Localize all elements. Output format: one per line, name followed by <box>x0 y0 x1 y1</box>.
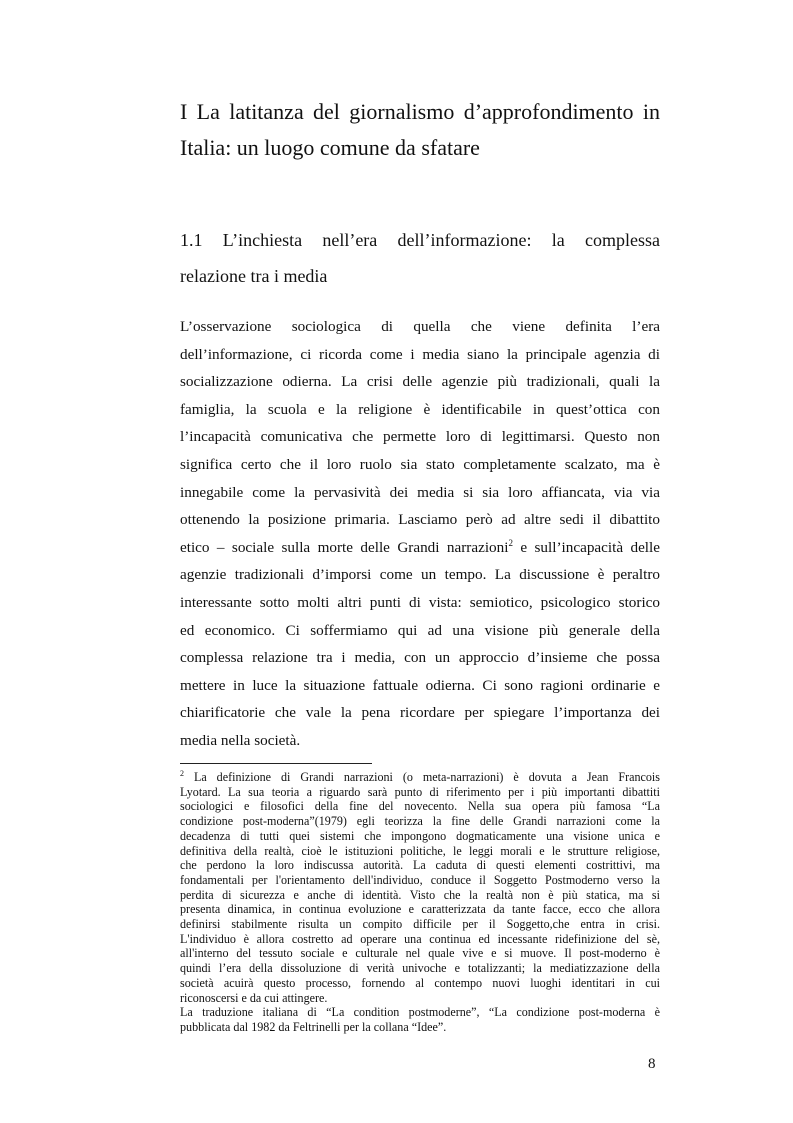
footnote-marker: 2 <box>180 769 184 778</box>
body-line: famiglia, la scuola e la religione è identificabile in quest’ottica con <box>180 400 660 418</box>
footnote-line: condizione post-moderna”(1979) egli teorizza la fine delle Grandi narrazioni come la <box>180 814 660 829</box>
section-title <box>180 222 660 294</box>
footnote-line: perdita di sicurezza e anche di identità. Visto che la realtà non è più statica, ma si <box>180 887 660 902</box>
footnote-line: riconoscersi e da cui attingere. <box>180 990 328 1005</box>
footnote-line: sociologici e filosofici della fine del novecento. Nella sua opera più famosa “La <box>180 799 660 814</box>
body-line: media nella società. <box>180 731 301 749</box>
footnote-separator <box>180 763 372 764</box>
page-number: 8 <box>648 1056 656 1072</box>
section-title-line: 1.1 L’inchiesta nell’era dell’informazione: la complessa <box>180 230 660 250</box>
body-line: mettere in luce la situazione fattuale odierna. Ci sono ragioni ordinarie e <box>180 676 660 694</box>
body-line: innegabile come la pervasività dei media si sia loro affiancata, via via <box>180 483 660 501</box>
body-line: l’incapacità comunicativa che permette loro di legittimarsi. Questo non <box>180 428 660 446</box>
body-paragraph <box>180 313 660 755</box>
body-line: ed economico. Ci soffermiamo qui ad una visione più generale della <box>180 621 660 639</box>
body-line-tail: e sull’incapacità delle <box>512 538 660 556</box>
chapter-title <box>180 94 660 166</box>
body-line: agenzie tradizionali d’imporsi come un tempo. La discussione è peraltro <box>180 566 660 584</box>
footnote-line: $^2$ La definizione di Grandi narrazioni (o meta-narrazioni) è dovuta a Jean Francois <box>180 769 660 784</box>
footnote <box>180 770 660 1035</box>
footnote-line: pubblicata dal 1982 da Feltrinelli per la collana “Idee”. <box>180 1019 447 1034</box>
chapter-title-line: Italia: un luogo comune da sfatare <box>180 135 480 160</box>
footnote-line: La traduzione italiana di “La condition postmoderne”, “La condizione post-moderna è <box>180 1005 660 1020</box>
footnote-line: all'interno del tessuto sociale e culturale nel quale vive e si muove. Il post-moderno è <box>180 946 660 961</box>
footnote-line: che perdono la loro indiscussa autorità. La caduta di questi elementi costrittivi, ma <box>180 858 660 873</box>
chapter-title-line: I La latitanza del giornalismo d’approfondimento in <box>180 99 660 124</box>
footnote-line: presenta dinamica, in continua evoluzione e caratterizzata da tante facce, ecco che allora <box>180 902 660 917</box>
body-line: significa certo che il loro ruolo sia stato completamente scalzato, ma è <box>180 455 660 473</box>
body-line: dell’informazione, ci ricorda come i media siano la principale agenzia di <box>180 345 660 363</box>
body-line: complessa relazione tra i media, con un approccio d’insieme che possa <box>180 649 660 667</box>
footnote-line: società acuirà questo processo, fornendo al contempo nuovi luoghi identitari in cui <box>180 975 660 990</box>
body-line: L’osservazione sociologica di quella che viene definita l’era <box>180 318 660 335</box>
footnote-reference[interactable]: 2 <box>508 537 513 548</box>
footnote-line: quindi l’era della dissoluzione di verità univoche e totalizzanti; la mediatizzazione della <box>180 961 660 976</box>
footnote-line: fondamentali per l'orientamento dell'individuo, conduce il Soggetto Postmoderno verso la <box>180 872 660 887</box>
body-line: chiarificatorie che vale la pena ricordare per spiegare l’importanza dei <box>180 704 660 722</box>
footnote-line: definirsi stabilmente risulta un compito difficile per il Soggetto,che entra in crisi. <box>180 917 660 932</box>
footnote-line: decadenza di tutti quei sistemi che impongono dogmaticamente una visione unica e <box>180 828 660 843</box>
body-line: ottenendo la posizione primaria. Lasciamo però ad altre sedi il dibattito <box>180 511 660 529</box>
footnote-line: definitiva della realtà, cioè le istituzioni politiche, le leggi morali e le strutture religiose, <box>180 843 660 858</box>
footnote-line: L'individuo è allora costretto ad operare una continua ed incessante ridefinizione del sè, <box>180 931 660 946</box>
body-line: interessante sotto molti altri punti di vista: semiotico, psicologico storico <box>180 593 660 611</box>
footnote-line: Lyotard. La sua teoria a riguardo sarà punto di riferimento per i più importanti dibattiti <box>180 784 660 799</box>
section-title-line: relazione tra i media <box>180 266 328 286</box>
body-line-head: etico – sociale sulla morte delle Grandi narrazioni <box>180 538 509 556</box>
body-line: socializzazione odierna. La crisi delle agenzie più tradizionali, quali la <box>180 373 660 391</box>
body-line-with-footnote <box>180 534 660 562</box>
